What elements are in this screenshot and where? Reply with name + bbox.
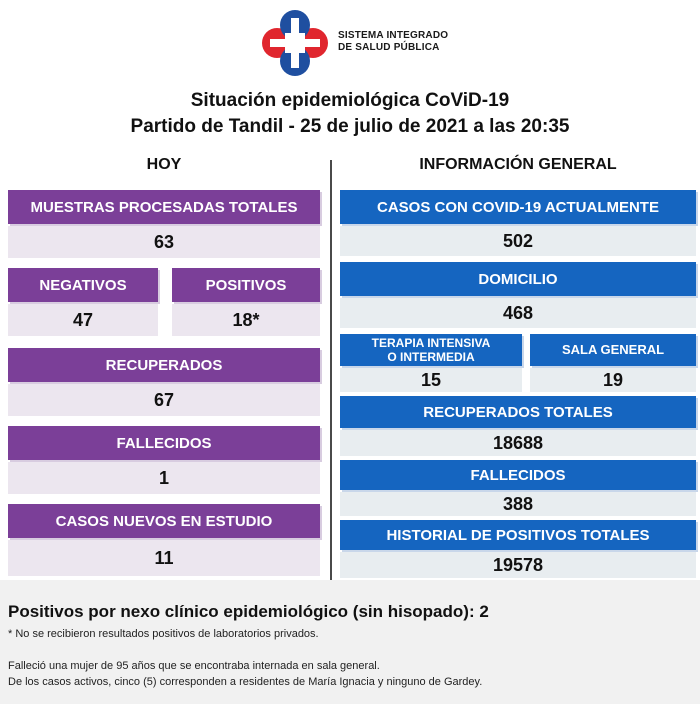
page-subtitle: Partido de Tandil - 25 de julio de 2021 a las 20:35 [130, 116, 570, 137]
recuperados-totales-value: 18688 [340, 430, 696, 456]
terapia-label [340, 334, 522, 366]
domicilio-value: 468 [340, 298, 696, 328]
sisp-logo-icon [262, 10, 328, 76]
historial-positivos-label: HISTORIAL DE POSITIVOS TOTALES [340, 520, 696, 550]
recuperados-label: RECUPERADOS [8, 348, 320, 382]
historial-positivos-value: 19578 [340, 552, 696, 578]
casos-actuales-value: 502 [340, 226, 696, 256]
fallecidos-totales-value: 388 [340, 492, 696, 516]
casos-nuevos-label: CASOS NUEVOS EN ESTUDIO [8, 504, 320, 538]
domicilio-label: DOMICILIO [340, 262, 696, 296]
column-divider [330, 160, 332, 580]
recuperados-totales-label: RECUPERADOS TOTALES [340, 396, 696, 428]
page-title: Situación epidemiológica CoViD-19 [190, 90, 510, 111]
fallecidos-totales-label: FALLECIDOS [340, 460, 696, 490]
hoy-heading: HOY [146, 156, 182, 173]
recuperados-value: 67 [8, 384, 320, 416]
casos-actuales-label: CASOS CON COVID-19 ACTUALMENTE [340, 190, 696, 224]
general-heading: INFORMACIÓN GENERAL [419, 156, 617, 173]
positivos-value: 18* [172, 304, 320, 336]
logo-text: SISTEMA INTEGRADO DE SALUD PÚBLICA [338, 30, 449, 53]
negativos-value: 47 [8, 304, 158, 336]
terapia-label-line1: TERAPIA INTENSIVA [371, 336, 491, 350]
muestras-label: MUESTRAS PROCESADAS TOTALES [8, 190, 320, 224]
footnote-text: * No se recibieron resultados positivos de laboratorios privados. [8, 628, 319, 640]
fallecidos-label: FALLECIDOS [8, 426, 320, 460]
sala-general-value: 19 [530, 368, 696, 392]
sala-general-label: SALA GENERAL [530, 334, 696, 366]
footer-line-2: De los casos activos, cinco (5) corresponden a residentes de María Ignacia y ninguno de Gardey. [8, 676, 483, 688]
fallecidos-value: 1 [8, 462, 320, 494]
footer-line-1: Falleció una mujer de 95 años que se encontraba internada en sala general. [8, 660, 380, 672]
muestras-value: 63 [8, 226, 320, 258]
positivos-label: POSITIVOS [172, 268, 320, 302]
terapia-label-line2: O INTERMEDIA [387, 350, 475, 364]
casos-nuevos-value: 11 [8, 540, 320, 576]
negativos-label: NEGATIVOS [8, 268, 158, 302]
terapia-value: 15 [340, 368, 522, 392]
nexo-clinico-text: Positivos por nexo clínico epidemiológico (sin hisopado): 2 [8, 602, 489, 621]
